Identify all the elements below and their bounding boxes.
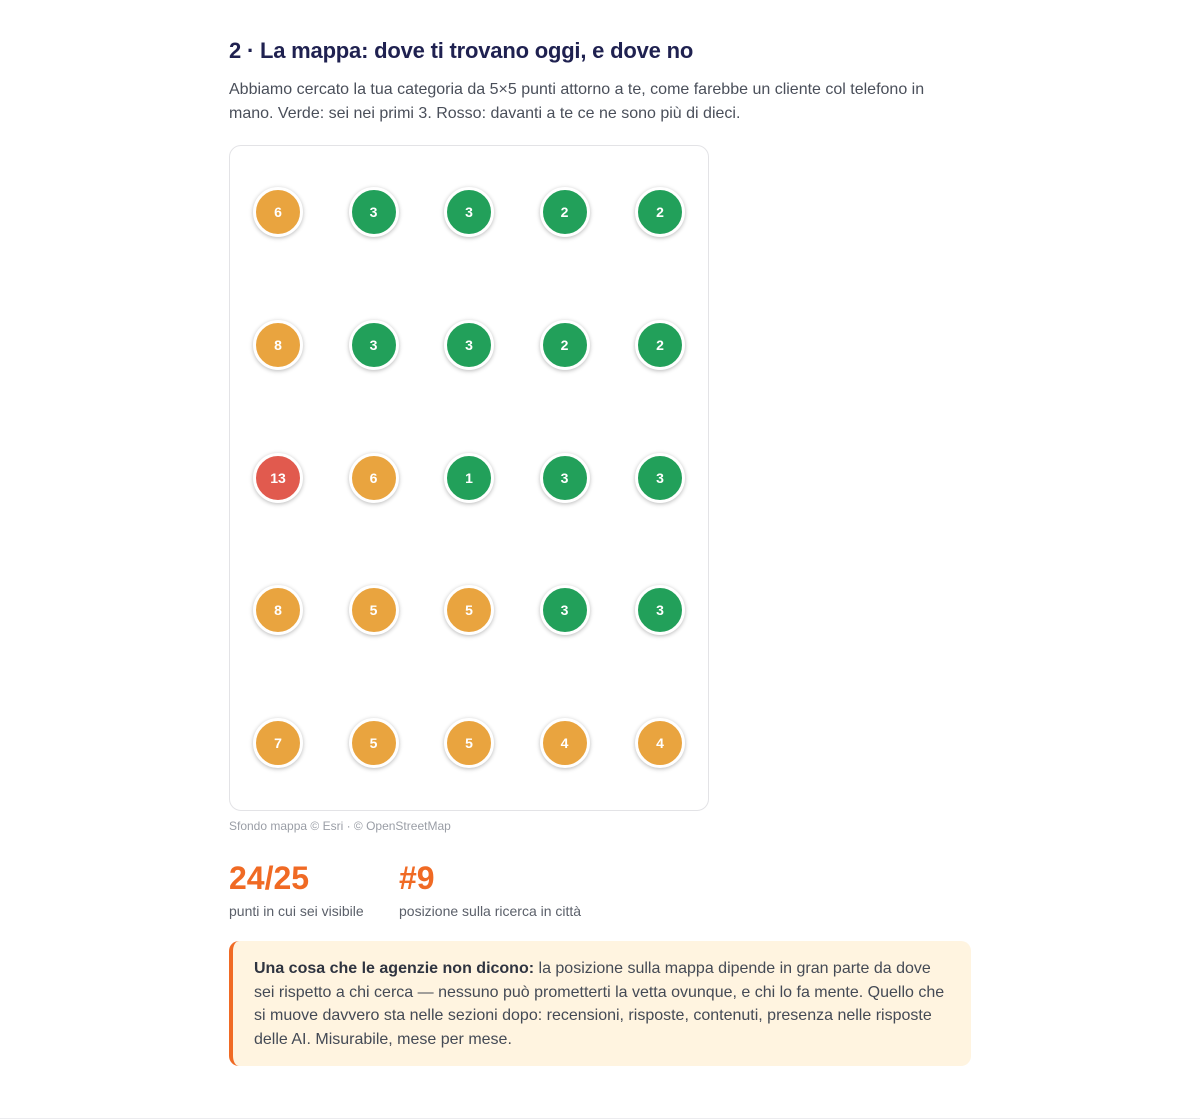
rank-pin: 3 <box>540 585 590 635</box>
stat-city-rank <box>399 858 581 919</box>
rank-pin: 2 <box>540 320 590 370</box>
rank-pin: 3 <box>444 187 494 237</box>
rank-pin: 6 <box>349 453 399 503</box>
rank-pin: 13 <box>253 453 303 503</box>
stat-city-rank-value: #9 <box>399 860 435 896</box>
rank-pin: 2 <box>635 320 685 370</box>
rank-grid-map <box>229 145 709 811</box>
callout-note <box>229 941 971 1066</box>
map-attribution: Sfondo mappa © Esri · © OpenStreetMap <box>229 819 451 833</box>
rank-pin: 5 <box>349 585 399 635</box>
rank-pin: 3 <box>635 585 685 635</box>
section-intro: Abbiamo cercato la tua categoria da 5×5 punti attorno a te, come farebbe un cliente col telefono in mano. Verde: sei nei primi 3. Rosso: davanti a te ce ne sono più di dieci. <box>229 81 925 122</box>
stat-visibility-value: 24/25 <box>229 860 310 896</box>
callout-bold: Una cosa che le agenzie non dicono: <box>254 960 535 977</box>
rank-pin: 5 <box>444 585 494 635</box>
stat-visibility-label: punti in cui sei visibile <box>229 903 364 919</box>
rank-pin: 8 <box>253 585 303 635</box>
rank-pin: 2 <box>635 187 685 237</box>
rank-pin: 3 <box>444 320 494 370</box>
callout-text: la posizione sulla mappa dipende in gran parte da dove sei rispetto a chi cerca — nessuno può prometterti la vetta ovunque, e chi lo fa mente. Quello che si muove davvero sta nelle sezioni dopo: recensioni, risposte, contenuti, presenza nelle risposte delle AI. Misurabile, mese per mese. <box>254 960 945 1048</box>
section-title: 2 · La mappa: dove ti trovano oggi, e dove no <box>229 38 694 63</box>
rank-pin: 4 <box>635 718 685 768</box>
rank-pin: 5 <box>444 718 494 768</box>
rank-pin: 3 <box>540 453 590 503</box>
stat-city-rank-label: posizione sulla ricerca in città <box>399 903 582 919</box>
rank-pin: 2 <box>540 187 590 237</box>
rank-pin: 1 <box>444 453 494 503</box>
rank-pin: 3 <box>349 320 399 370</box>
rank-pin: 7 <box>253 718 303 768</box>
rank-pin: 6 <box>253 187 303 237</box>
rank-pin: 3 <box>635 453 685 503</box>
rank-pin: 8 <box>253 320 303 370</box>
rank-pin: 5 <box>349 718 399 768</box>
rank-pin: 4 <box>540 718 590 768</box>
rank-pin: 3 <box>349 187 399 237</box>
stat-visibility <box>229 858 364 919</box>
bottom-divider <box>0 1118 1200 1119</box>
